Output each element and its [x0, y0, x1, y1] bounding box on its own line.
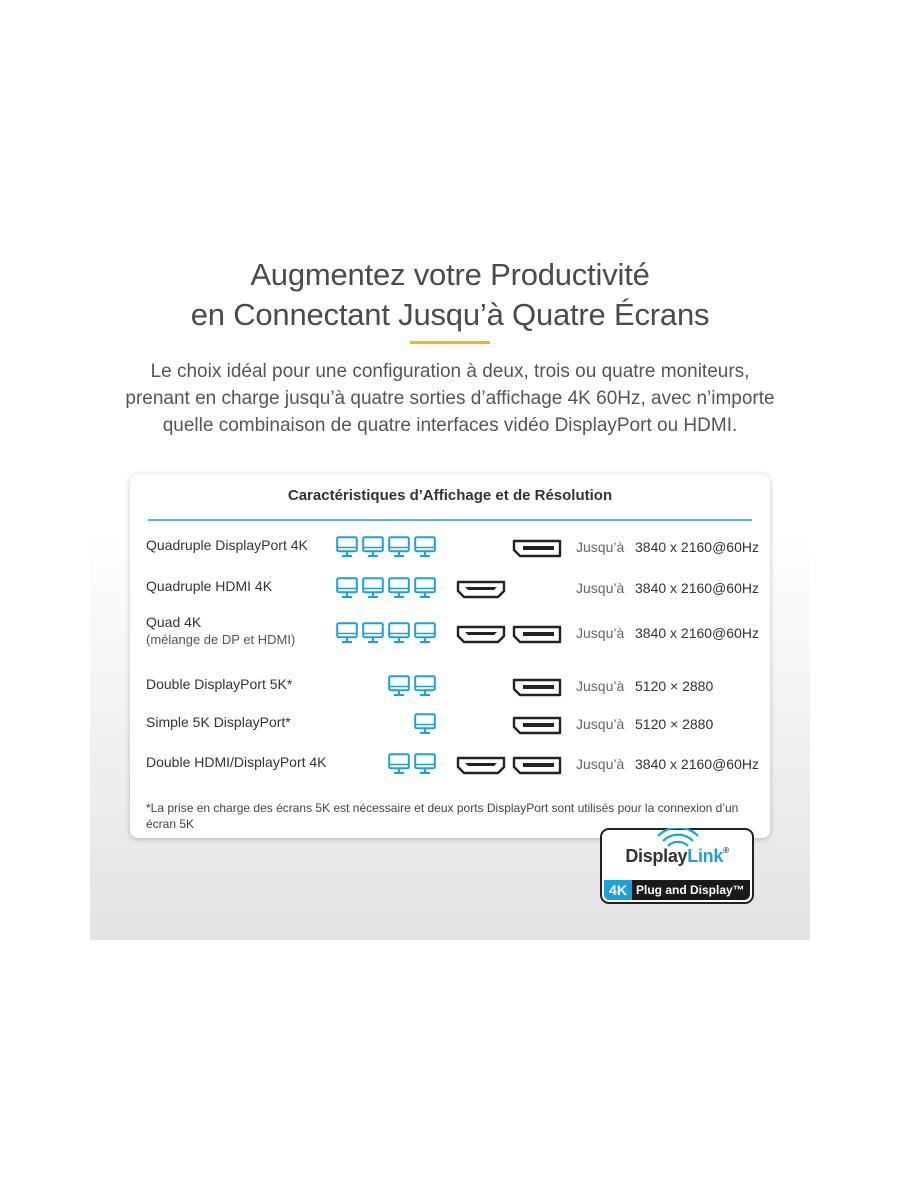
upto-label: Jusqu’à: [576, 678, 625, 694]
subtitle-line-3: quelle combinaison de quatre interfaces vidéo DisplayPort ou HDMI.: [162, 415, 738, 436]
displaylink-brand-display: Display: [625, 846, 688, 866]
row-label: Quad 4K: [146, 614, 202, 630]
headline-line-1: Augmentez votre Productivité: [250, 257, 650, 292]
subtitle-line-2: prenant en charge jusqu’à quatre sorties d’affichage 4K 60Hz, avec n’importe: [125, 388, 775, 409]
resolution-value: 5120 × 2880: [635, 716, 714, 732]
blue-divider: [148, 519, 752, 521]
monitor-icon: [414, 675, 436, 697]
monitor-icon: [388, 675, 410, 697]
resolution-value: 5120 × 2880: [635, 678, 714, 694]
resolution-value: 3840 x 2160@60Hz: [635, 625, 759, 641]
monitor-icon: [388, 622, 410, 644]
monitor-icon: [388, 577, 410, 599]
headline-line-2: en Connectant Jusqu’à Quatre Écrans: [190, 297, 710, 332]
monitor-icon: [414, 713, 436, 735]
monitor-icon: [414, 753, 436, 775]
monitor-icon: [336, 622, 358, 644]
hdmi-port-icon: [456, 755, 506, 775]
displayport-icon: [512, 538, 562, 558]
displayport-icon: [512, 715, 562, 735]
monitor-icon: [414, 577, 436, 599]
monitor-icon: [388, 536, 410, 558]
monitor-icon: [362, 536, 384, 558]
monitor-icon: [336, 577, 358, 599]
displaylink-logo-text: [606, 846, 748, 867]
upto-label: Jusqu’à: [576, 580, 625, 596]
displaylink-brand-link: Link: [687, 846, 724, 866]
monitor-icon: [362, 622, 384, 644]
upto-label: Jusqu’à: [576, 716, 625, 732]
row-label: Double HDMI/DisplayPort 4K: [146, 754, 327, 770]
upto-label: Jusqu’à: [576, 625, 625, 641]
resolution-value: 3840 x 2160@60Hz: [635, 539, 759, 555]
monitor-icon: [336, 536, 358, 558]
displaylink-brand-mark: ®: [723, 846, 729, 855]
monitor-icon: [414, 536, 436, 558]
row-label: Double DisplayPort 5K*: [146, 676, 293, 692]
displayport-icon: [512, 755, 562, 775]
badge-plug-and-display: Plug and Display™: [636, 883, 745, 897]
upto-label: Jusqu’à: [576, 539, 625, 555]
row-label: Quadruple DisplayPort 4K: [146, 537, 308, 553]
row-label: Quadruple HDMI 4K: [146, 578, 273, 594]
badge-4k-tag: 4K: [604, 880, 632, 900]
gold-divider: [410, 341, 490, 344]
monitor-icon: [414, 622, 436, 644]
footnote: *La prise en charge des écrans 5K est nécessaire et deux ports DisplayPort sont utilisés pour la connexion d’un écran 5K: [146, 801, 739, 831]
hdmi-port-icon: [456, 579, 506, 599]
upto-label: Jusqu’à: [576, 756, 625, 772]
subtitle-line-1: Le choix idéal pour une configuration à deux, trois ou quatre moniteurs,: [150, 361, 750, 382]
row-label: Simple 5K DisplayPort*: [146, 714, 291, 730]
card-title: Caractéristiques d’Affichage et de Résolution: [287, 487, 613, 504]
monitor-icon: [388, 753, 410, 775]
displayport-icon: [512, 624, 562, 644]
resolution-value: 3840 x 2160@60Hz: [635, 756, 759, 772]
display-spec-card: [130, 474, 770, 838]
hdmi-port-icon: [456, 624, 506, 644]
monitor-icon: [362, 577, 384, 599]
resolution-value: 3840 x 2160@60Hz: [635, 580, 759, 596]
displayport-icon: [512, 677, 562, 697]
row-sublabel: (mélange de DP et HDMI): [146, 632, 296, 647]
